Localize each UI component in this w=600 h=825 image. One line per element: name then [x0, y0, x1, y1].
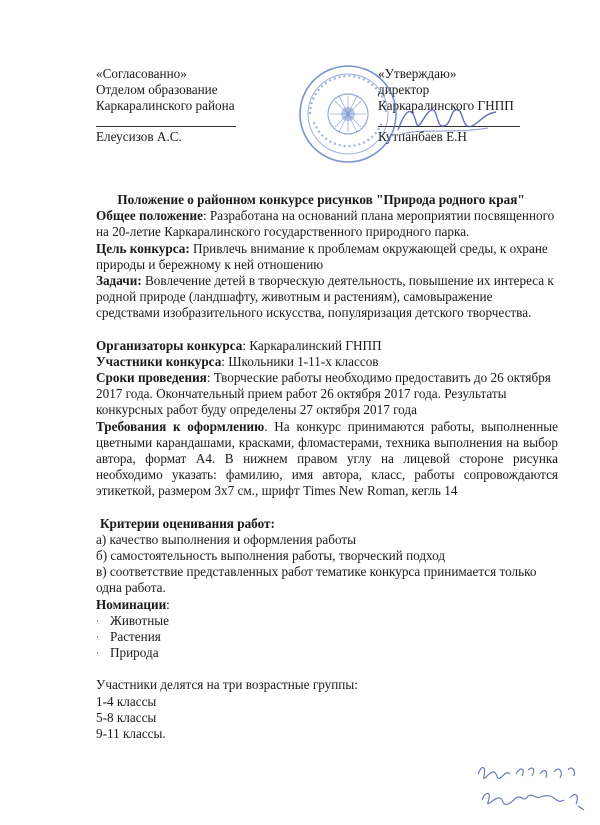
section-goal	[96, 241, 558, 273]
goal-text: Привлечь внимание к проблемам окружающей среды, к охране природы и бережному к ней отношению	[96, 240, 548, 272]
general-text: : Разработана на оснований плана мероприятии посвященного на 20-летие Каркаралинского государственного природного парка.	[96, 208, 555, 240]
groups-intro: Участники делятся на три возрастные группы:	[96, 677, 358, 693]
criteria-item: б) самостоятельность выполнения работы, творческий подход	[96, 548, 446, 564]
criteria-item: в) соответствие представленных работ тематике конкурса принимается только одна работа.	[96, 564, 537, 596]
nominations-colon: :	[166, 596, 170, 612]
group-item: 9-11 классы.	[96, 726, 166, 742]
nomination-item	[96, 613, 558, 629]
approval-right-line2: Каркаралинского ГНПП	[378, 98, 514, 113]
organizers-label: Организаторы конкурса	[96, 337, 243, 353]
section-dates	[96, 370, 558, 419]
goal-label: Цель конкурса:	[96, 240, 190, 256]
approval-right-title: «Утверждаю»	[378, 66, 457, 81]
nomination-label: Природа	[110, 645, 159, 661]
approval-left-name: Елеусизов А.С.	[96, 129, 182, 144]
organizers-text: : Каркаралинский ГНПП	[242, 337, 382, 353]
section-tasks	[96, 273, 558, 322]
director-signature-icon	[392, 100, 502, 142]
approval-right-name: Кутпанбаев Е.Н	[378, 129, 467, 144]
nominations-heading	[96, 597, 558, 613]
approval-left-line2: Каркаралинского района	[96, 98, 235, 113]
requirements-text: . На конкурс принимаются работы, выполненные цветными карандашами, красками, фломастерами, техника выполнения на выбор автора, формат А4. В нижнем правом углу на лицевой стороне рисунка необходимо указать: фамилию, имя автора, класс, работы сопровождаются этикеткой, размером 3х7 см., шрифт Times New Roman, кегль 14	[96, 418, 559, 499]
tasks-label: Задачи:	[96, 273, 142, 289]
section-general	[96, 208, 558, 240]
participants-label: Участники конкурса	[96, 353, 222, 369]
section-organizers	[96, 338, 558, 354]
bullet-icon: ·	[96, 632, 99, 643]
group-item: 5-8 классы	[96, 709, 157, 725]
criteria-item: а) качество выполнения и оформления работы	[96, 531, 357, 547]
document-title: Положение о районном конкурсе рисунков "Природа родного края"	[117, 192, 525, 207]
general-label: Общее положение	[96, 208, 203, 224]
nomination-item	[96, 629, 558, 645]
approval-left-line1: Отделом образование	[96, 82, 218, 97]
signature-line-left	[96, 116, 236, 127]
participants-text: : Школьники 1-11-х классов	[221, 353, 379, 369]
section-requirements	[96, 419, 558, 500]
dates-text: : Творческие работы необходимо предоставить до 26 октября 2017 года. Окончательный прием работ 26 октября 2017 года. Результаты конкурсных работ буду определены 27 октября 2017 года	[96, 370, 551, 418]
approval-left-title: «Согласованно»	[96, 66, 187, 81]
handwritten-note-icon	[470, 756, 590, 820]
dates-label: Сроки проведения	[96, 370, 207, 386]
nominations-title: Номинации	[96, 596, 167, 612]
requirements-label: Требования к оформлению	[96, 418, 265, 434]
group-item: 1-4 классы	[96, 693, 157, 709]
nomination-item	[96, 645, 558, 661]
tasks-text: Вовлечение детей в творческую деятельность, повышение их интереса к родной природе (ландшафту, животным и растениям), самовыражение средствами изобразительного искусства, популяризация детского творчества.	[96, 273, 554, 321]
criteria-title: Критерии оценивания работ:	[100, 515, 275, 531]
nomination-label: Растения	[110, 629, 161, 645]
approval-right-line1: директор	[378, 82, 430, 97]
nomination-label: Животные	[110, 612, 169, 628]
section-participants	[96, 354, 558, 370]
approval-block-left	[96, 66, 236, 145]
document-body	[96, 192, 558, 742]
bullet-icon: ·	[96, 648, 99, 659]
official-seal-icon	[296, 62, 400, 166]
bullet-icon: ·	[96, 615, 99, 626]
